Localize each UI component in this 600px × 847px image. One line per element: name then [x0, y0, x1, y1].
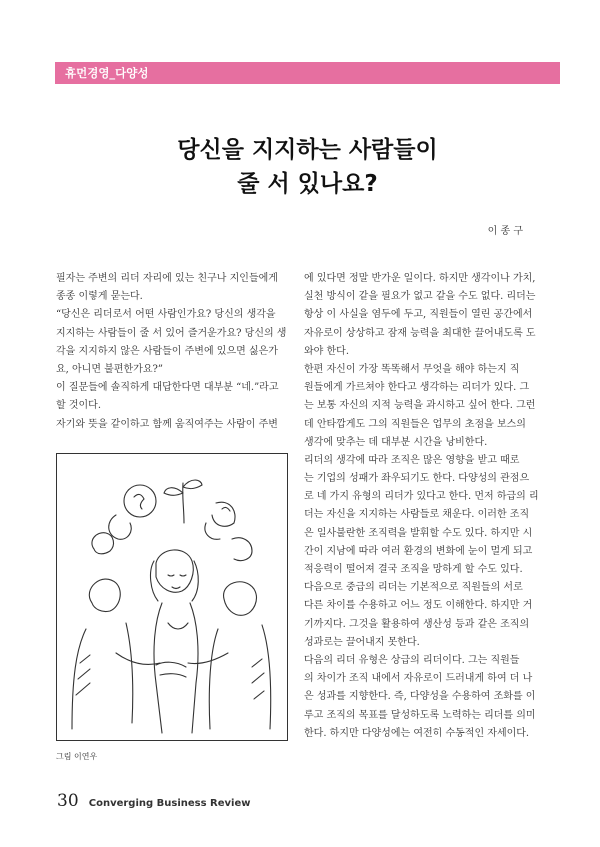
title-line-2: 줄 서 있나요? — [237, 171, 378, 197]
text-line: 기까지다. 그것을 활용하여 생산성 등과 같은 조직의 — [304, 618, 530, 630]
text-line: 에 있다면 정말 반가운 일이다. 하지만 생각이나 가치, — [304, 273, 536, 284]
text-line: 간이 지남에 따라 여러 환경의 변화에 눈이 멀게 되고 — [304, 545, 533, 557]
text-line: 와야 한다. — [304, 345, 349, 357]
text-line: 은 성과를 지향한다. 즉, 다양성을 수용하여 조화를 이 — [304, 691, 536, 703]
text-line: “당신은 리더로서 어떤 사람인가요? 당신의 생각을 — [56, 309, 276, 321]
text-line: 더는 자신을 지지하는 사람들로 채운다. 이러한 조직 — [304, 509, 530, 521]
text-line: 실천 방식이 같을 필요가 없고 같을 수도 없다. 리더는 — [304, 291, 536, 303]
text-line: 할 것이다. — [56, 400, 101, 412]
text-line: 데 안타깝게도 그의 직원들은 업무의 초점을 보스의 — [304, 418, 526, 430]
text-line: 종종 이렇게 묻는다. — [56, 291, 143, 303]
text-line: 로 네 가지 유형의 리더가 있다고 한다. 먼저 하급의 리 — [304, 491, 539, 503]
text-line: 각을 지지하지 않은 사람들이 주변에 있으면 싫은가 — [56, 345, 278, 357]
text-line: 항상 이 사실을 염두에 두고, 직원들이 열린 공간에서 — [304, 309, 533, 321]
page-number: 30 — [57, 791, 79, 811]
text-line: 생각에 맞추는 데 대부분 시간을 낭비한다. — [304, 436, 488, 448]
text-line: 지지하는 사람들이 줄 서 있어 즐거운가요? 당신의 생 — [56, 327, 287, 339]
body-column-left — [56, 270, 288, 434]
body-column-right — [304, 270, 556, 743]
section-banner — [55, 62, 560, 84]
text-line: 필자는 주변의 리더 자리에 있는 친구나 지인들에게 — [56, 273, 278, 284]
text-line: 이 질문들에 솔직하게 대답한다면 대부분 “네.”라고 — [56, 382, 279, 394]
section-label: 휴먼경영_다양성 — [65, 66, 149, 80]
illustration-caption: 그림 이연우 — [56, 752, 98, 761]
text-line: 루고 조직의 목표를 달성하도록 노력하는 리더를 의미 — [304, 709, 536, 721]
text-line: 한다. 하지만 다양성에는 여전히 수동적인 자세이다. — [304, 727, 530, 739]
sketch-illustration — [56, 453, 288, 741]
text-line: 원들에게 가르쳐야 한다고 생각하는 리더가 있다. 그 — [304, 382, 530, 394]
text-line: 자유로이 상상하고 잠재 능력을 최대한 끌어내도록 도 — [304, 327, 536, 339]
text-line: 한편 자신이 가장 똑똑해서 무엇을 해야 하는지 직 — [304, 363, 520, 375]
author-name: 이 종 구 — [487, 226, 523, 237]
text-line: 다음으로 중급의 리더는 기본적으로 직원들의 서로 — [304, 582, 523, 594]
text-line: 요, 아니면 불편한가요?” — [56, 363, 163, 375]
text-line: 은 일사불란한 조직력을 발휘할 수도 있다. 하지만 시 — [304, 527, 533, 539]
title-line-1: 당신을 지지하는 사람들이 — [177, 137, 438, 163]
text-line: 성과로는 끌어내지 못한다. — [304, 636, 420, 648]
article-title — [55, 133, 560, 201]
text-line: 다른 차이를 수용하고 어느 정도 이해한다. 하지만 거 — [304, 600, 533, 612]
text-line: 는 보통 자신의 지적 능력을 과시하고 싶어 한다. 그런 — [304, 400, 536, 412]
text-line: 적응력이 떨어져 결국 조직을 망하게 할 수도 있다. — [304, 564, 523, 575]
text-line: 자기와 뜻을 같이하고 함께 움직여주는 사람이 주변 — [56, 418, 278, 430]
magazine-name: Converging Business Review — [88, 798, 251, 809]
text-line: 리더의 생각에 따라 조직은 많은 영향을 받고 때로 — [304, 454, 520, 466]
text-line: 다음의 리더 유형은 상급의 리더이다. 그는 직원들 — [304, 654, 520, 666]
page-footer — [57, 791, 251, 811]
text-line: 의 차이가 조직 내에서 자유로이 드러내게 하여 더 나 — [304, 673, 533, 685]
text-line: 는 기업의 성패가 좌우되기도 한다. 다양성의 관점으 — [304, 473, 530, 485]
